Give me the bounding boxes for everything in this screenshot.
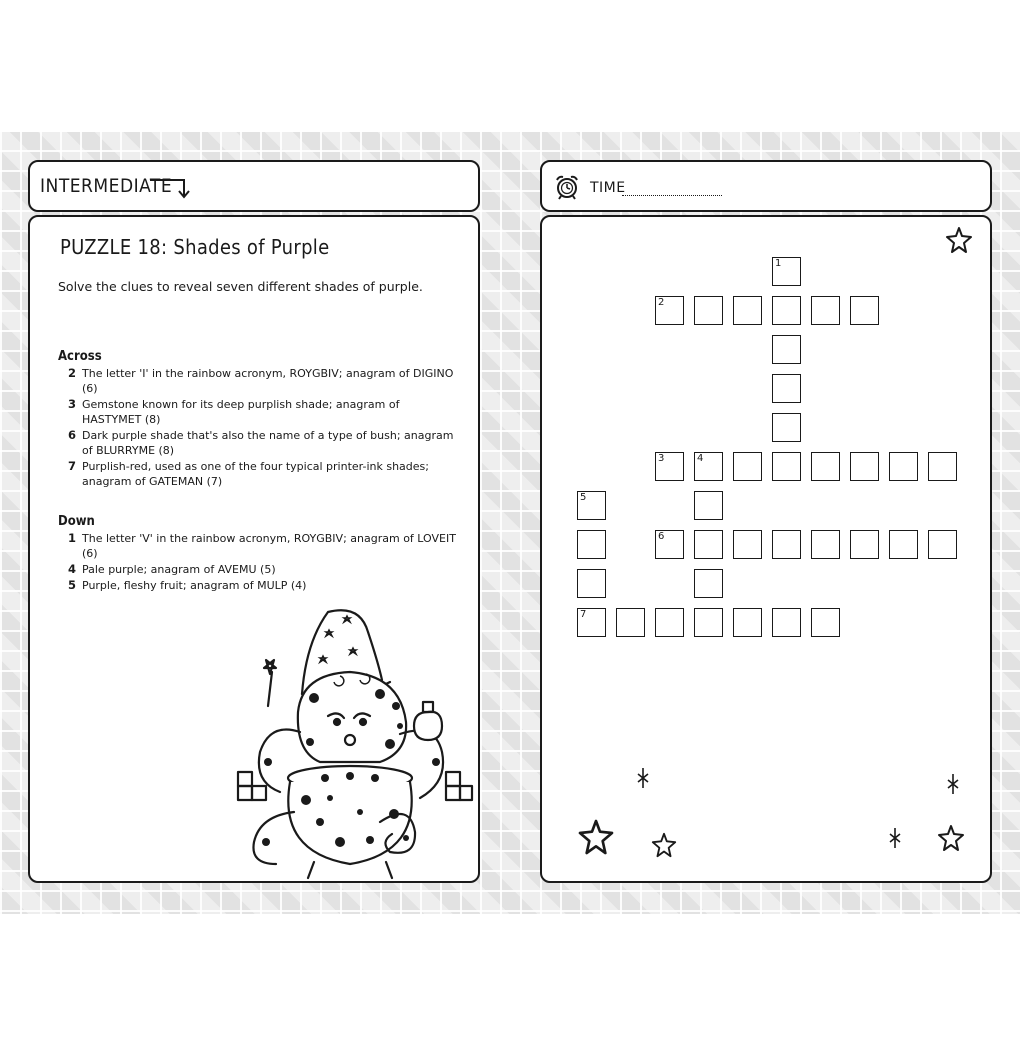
grid-cell[interactable] [772,452,801,481]
down-heading: Down [58,514,95,529]
grid-cell[interactable] [850,296,879,325]
grid-cell[interactable] [772,374,801,403]
clue-item [58,459,458,489]
clue-number: 7 [67,459,76,473]
grid-cell[interactable] [772,530,801,559]
time-header [540,160,992,212]
grid-cell[interactable] [733,608,762,637]
clue-text: Purplish-red, used as one of the four typical printer-ink shades; anagram of GATEMAN (7) [82,460,429,488]
grid-cell[interactable] [694,569,723,598]
clue-number: 2 [67,366,76,380]
grid-cell[interactable] [772,335,801,364]
grid-cell[interactable] [811,608,840,637]
star-icon [650,831,678,859]
grid-cell[interactable] [811,452,840,481]
star-icon [576,817,616,857]
clue-text: Purple, fleshy fruit; anagram of MULP (4) [82,579,307,592]
grid-cell[interactable] [850,452,879,481]
sparkle-icon [888,827,902,849]
cell-number: 1 [775,258,782,269]
grid-cell[interactable] [694,491,723,520]
grid-cell[interactable] [811,530,840,559]
level-label: INTERMEDIATE [40,175,173,197]
puzzle-title: PUZZLE 18: Shades of Purple [60,235,330,259]
clue-item [58,562,458,577]
clue-text: Dark purple shade that's also the name of a type of bush; anagram of BLURRYME (8) [82,429,454,457]
grid-cell[interactable] [616,608,645,637]
grid-cell[interactable] [694,452,723,481]
clue-item [58,397,458,427]
clue-number: 4 [67,562,76,576]
cell-number: 6 [658,531,665,542]
grid-cell[interactable] [928,530,957,559]
grid-cell[interactable] [655,296,684,325]
grid-cell[interactable] [655,452,684,481]
grid-cell[interactable] [577,530,606,559]
clue-text: The letter 'I' in the rainbow acronym, ROYGBIV; anagram of DIGINO (6) [82,367,454,395]
time-label: TIME [590,180,626,196]
grid-cell[interactable] [655,530,684,559]
clue-text: The letter 'V' in the rainbow acronym, ROYGBIV; anagram of LOVEIT (6) [82,532,456,560]
octopus-wizard-illustration [210,602,475,882]
clue-text: Pale purple; anagram of AVEMU (5) [82,563,276,576]
sparkle-icon [946,773,960,795]
clue-item [58,578,458,593]
grid-cell[interactable] [811,296,840,325]
clue-item [58,366,458,396]
grid-cell[interactable] [928,452,957,481]
grid-cell[interactable] [889,452,918,481]
cell-number: 4 [697,453,704,464]
sparkle-icon [636,767,650,789]
across-clue-list [58,366,458,490]
grid-cell[interactable] [850,530,879,559]
grid-cell[interactable] [733,530,762,559]
grid-cell[interactable] [694,608,723,637]
grid-cell[interactable] [733,452,762,481]
clue-item [58,428,458,458]
cell-number: 5 [580,492,587,503]
clue-number: 6 [67,428,76,442]
clues-panel [28,215,480,883]
grid-cell[interactable] [772,413,801,442]
cell-number: 7 [580,609,587,620]
clue-number: 3 [67,397,76,411]
grid-cell[interactable] [694,530,723,559]
crossword-panel [540,215,992,883]
across-heading: Across [58,349,102,364]
grid-cell[interactable] [577,608,606,637]
star-icon [936,823,966,853]
arrow-down-right-icon [148,176,190,200]
cell-number: 3 [658,453,665,464]
grid-cell[interactable] [655,608,684,637]
puzzle-intro: Solve the clues to reveal seven different shades of purple. [58,279,423,294]
grid-cell[interactable] [772,257,801,286]
clue-item [58,531,458,561]
down-clue-list [58,531,458,594]
clue-text: Gemstone known for its deep purplish shade; anagram of HASTYMET (8) [82,398,400,426]
star-icon [944,225,974,255]
grid-cell[interactable] [577,569,606,598]
grid-cell[interactable] [772,296,801,325]
grid-cell[interactable] [577,491,606,520]
grid-cell[interactable] [733,296,762,325]
grid-cell[interactable] [772,608,801,637]
alarm-clock-icon [554,174,580,200]
grid-cell[interactable] [889,530,918,559]
time-entry-line[interactable] [622,195,722,196]
clue-number: 5 [67,578,76,592]
cell-number: 2 [658,297,665,308]
level-header [28,160,480,212]
clue-number: 1 [67,531,76,545]
grid-cell[interactable] [694,296,723,325]
